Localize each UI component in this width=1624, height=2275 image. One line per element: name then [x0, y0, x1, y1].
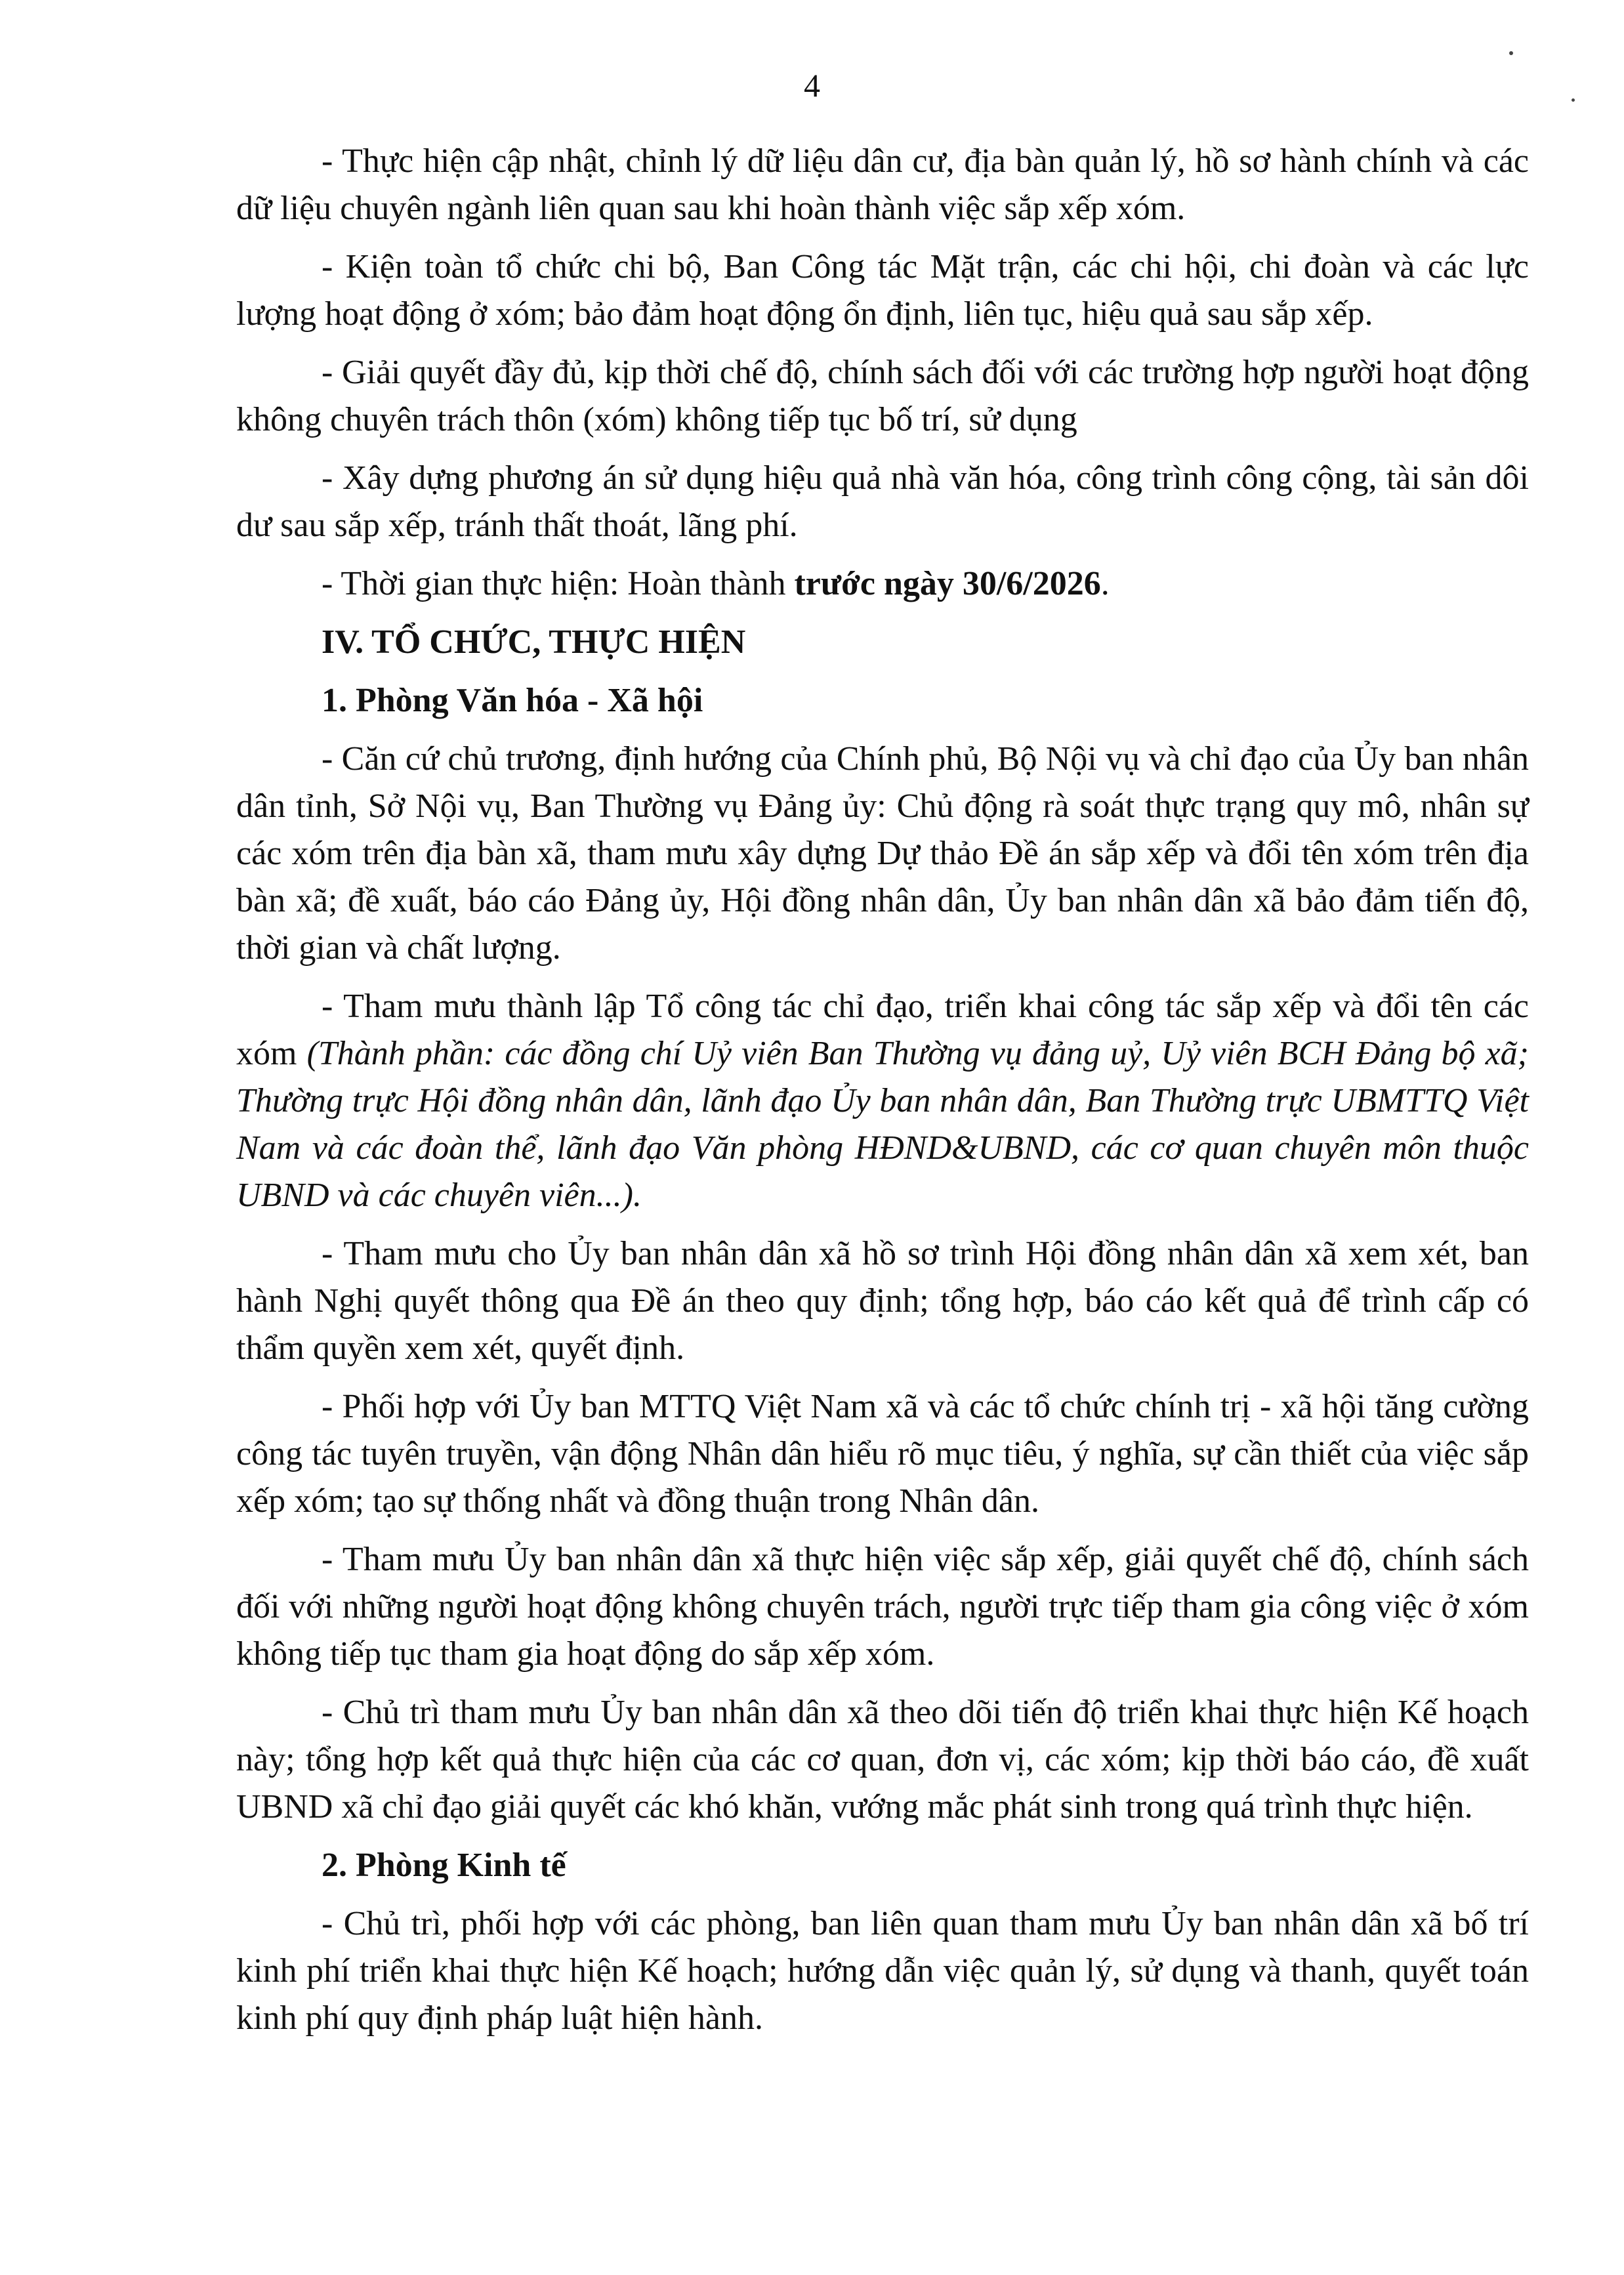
task-force-members: (Thành phần: các đồng chí Uỷ viên Ban Thường vụ đảng uỷ, Uỷ viên BCH Đảng bộ xã; Thường trực Hội đồng nhân dân, lãnh đạo Ủy ban nhân dân, Ban Thường trực UBMTTQ Việt Nam và các đoàn thể, lãnh đạo Văn phòng HĐND&UBND, các cơ quan chuyên môn thuộc UBND và các chuyên viên...). — [236, 1035, 1529, 1214]
paragraph: - Kiện toàn tổ chức chi bộ, Ban Công tác Mặt trận, các chi hội, chi đoàn và các lực lượng hoạt động ở xóm; bảo đảm hoạt động ổn định, liên tục, hiệu quả sau sắp xếp. — [236, 248, 1529, 333]
paragraph: - Căn cứ chủ trương, định hướng của Chính phủ, Bộ Nội vụ và chỉ đạo của Ủy ban nhân dân tỉnh, Sở Nội vụ, Ban Thường vụ Đảng ủy: Chủ động rà soát thực trạng quy mô, nhân sự các xóm trên địa bàn xã, tham mưu xây dựng Dự thảo Đề án sắp xếp và đổi tên xóm trên địa bàn xã; đề xuất, báo cáo Đảng ủy, Hội đồng nhân dân, Ủy ban nhân dân xã bảo đảm tiến độ, thời gian và chất lượng. — [236, 740, 1529, 967]
paragraph: - Xây dựng phương án sử dụng hiệu quả nhà văn hóa, công trình công cộng, tài sản dôi dư sau sắp xếp, tránh thất thoát, lãng phí. — [236, 459, 1529, 544]
paragraph: - Phối hợp với Ủy ban MTTQ Việt Nam xã và các tổ chức chính trị - xã hội tăng cường công tác tuyên truyền, vận động Nhân dân hiểu rõ mục tiêu, ý nghĩa, sự cần thiết của việc sắp xếp xóm; tạo sự thống nhất và đồng thuận trong Nhân dân. — [236, 1388, 1529, 1520]
scan-speck — [1572, 98, 1575, 102]
paragraph: - Chủ trì, phối hợp với các phòng, ban liên quan tham mưu Ủy ban nhân dân xã bố trí kinh phí triển khai thực hiện Kế hoạch; hướng dẫn việc quản lý, sử dụng và thanh, quyết toán kinh phí quy định pháp luật hiện hành. — [236, 1905, 1529, 2037]
page-number: 4 — [804, 67, 820, 104]
subsection-heading: 1. Phòng Văn hóa - Xã hội — [322, 682, 703, 719]
paragraph: - Chủ trì tham mưu Ủy ban nhân dân xã theo dõi tiến độ triển khai thực hiện Kế hoạch này; tổng hợp kết quả thực hiện của các cơ quan, đơn vị, các xóm; kịp thời báo cáo, đề xuất UBND xã chỉ đạo giải quyết các khó khăn, vướng mắc phát sinh trong quá trình thực hiện. — [236, 1694, 1529, 1826]
paragraph: - Thực hiện cập nhật, chỉnh lý dữ liệu dân cư, địa bàn quản lý, hồ sơ hành chính và các dữ liệu chuyên ngành liên quan sau khi hoàn thành việc sắp xếp xóm. — [236, 142, 1529, 227]
paragraph: - Giải quyết đầy đủ, kịp thời chế độ, chính sách đối với các trường hợp người hoạt động không chuyên trách thôn (xóm) không tiếp tục bố trí, sử dụng — [236, 354, 1529, 438]
section-heading: IV. TỔ CHỨC, THỰC HIỆN — [322, 623, 746, 661]
paragraph-deadline — [236, 560, 1529, 608]
deadline-suffix: . — [1100, 565, 1110, 602]
document-body — [236, 138, 1529, 2053]
task-force-text: - Tham mưu thành lập Tổ công tác chỉ đạo, triển khai công tác sắp xếp và đổi tên các xóm — [236, 988, 1529, 1072]
paragraph-task-force — [236, 983, 1529, 1219]
deadline-date: trước ngày 30/6/2026 — [794, 565, 1101, 602]
deadline-prefix: - Thời gian thực hiện: Hoàn thành — [322, 565, 795, 602]
scan-speck — [1509, 51, 1513, 55]
subsection-heading: 2. Phòng Kinh tế — [322, 1847, 566, 1884]
paragraph: - Tham mưu Ủy ban nhân dân xã thực hiện việc sắp xếp, giải quyết chế độ, chính sách đối với những người hoạt động không chuyên trách, người trực tiếp tham gia công việc ở xóm không tiếp tục tham gia hoạt động do sắp xếp xóm. — [236, 1541, 1529, 1673]
paragraph: - Tham mưu cho Ủy ban nhân dân xã hồ sơ trình Hội đồng nhân dân xã xem xét, ban hành Nghị quyết thông qua Đề án theo quy định; tổng hợp, báo cáo kết quả để trình cấp có thẩm quyền xem xét, quyết định. — [236, 1235, 1529, 1367]
